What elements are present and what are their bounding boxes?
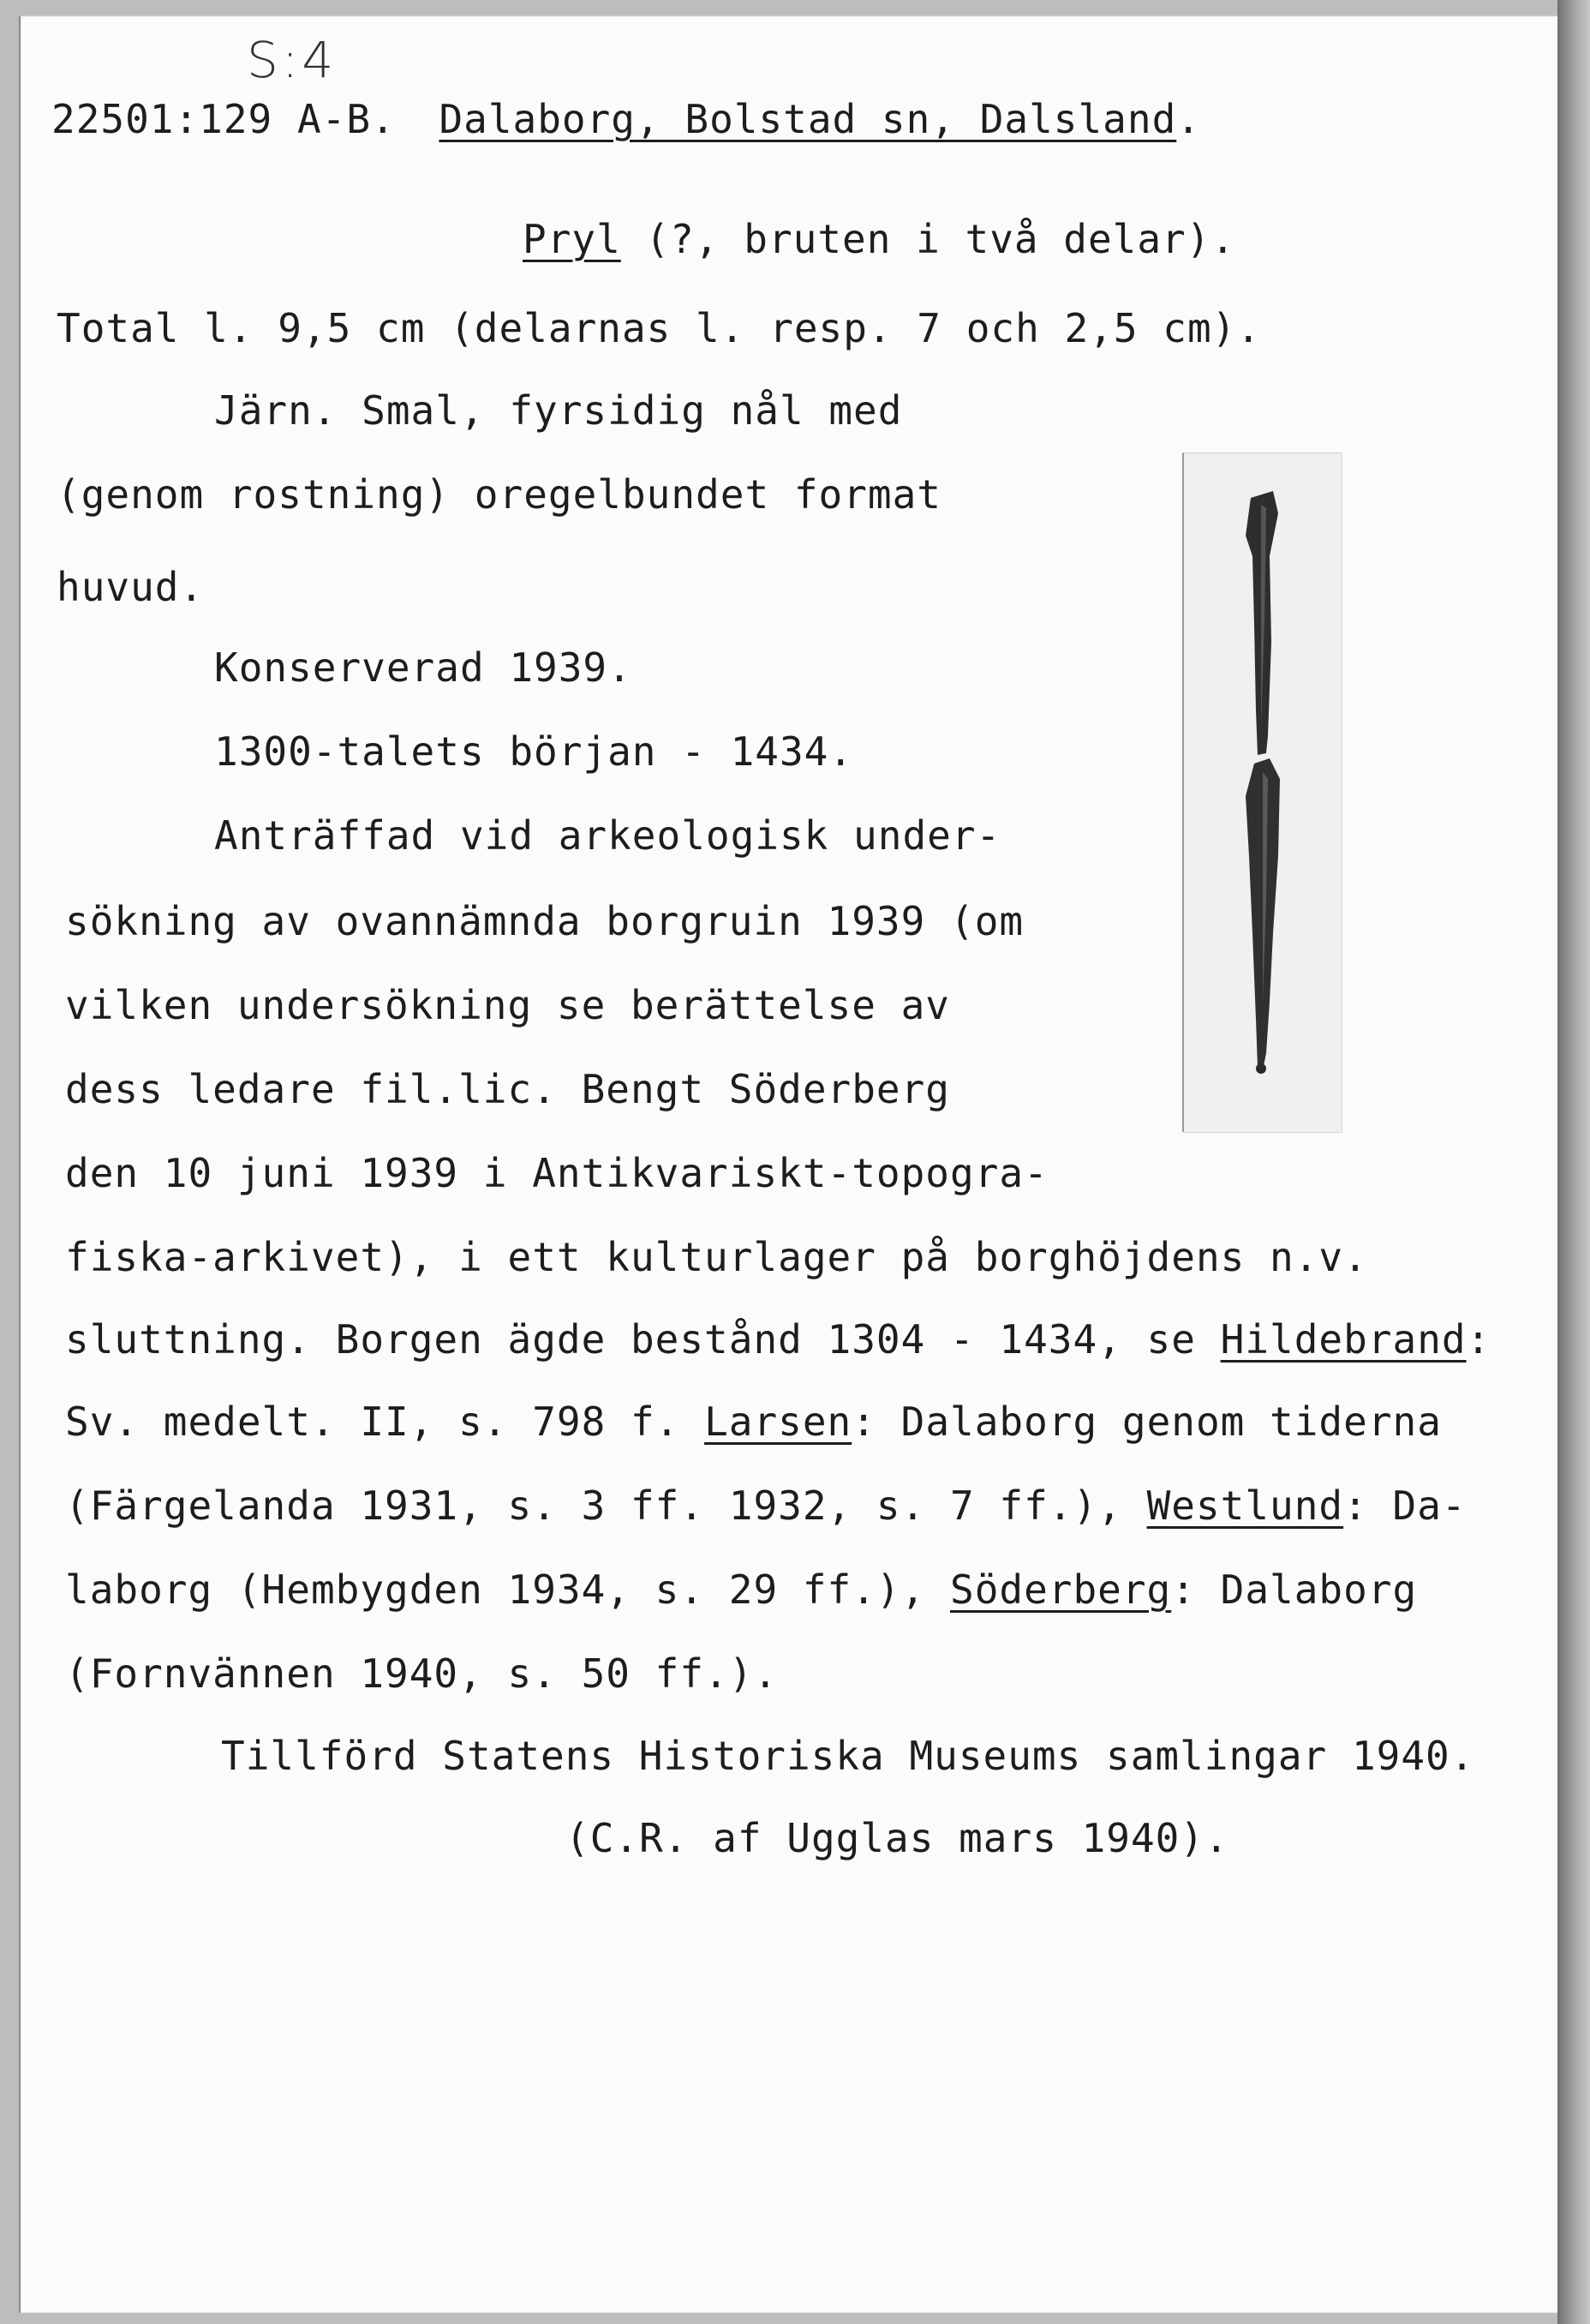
ref-line-2	[65, 1399, 1442, 1445]
text-line-7: Anträffad vid arkeologisk under-	[214, 812, 1001, 859]
object-note: (?, bruten i två delar).	[620, 216, 1236, 262]
text-line-11: den 10 juni 1939 i Antikvariskt-topogra-	[65, 1150, 1049, 1196]
catalog-number: 22501:129 A-B.	[51, 96, 396, 142]
ref-text: :	[1466, 1316, 1491, 1363]
find-site-suffix: .	[1176, 96, 1201, 142]
awl-image	[1184, 453, 1342, 1132]
ref-text: sluttning. Borgen ägde bestånd 1304 - 1434, se	[65, 1316, 1221, 1363]
accession-line: Tillförd Statens Historiska Museums samlingar 1940.	[221, 1733, 1475, 1779]
ref-line-3	[65, 1482, 1467, 1529]
text-line-4: huvud.	[57, 564, 205, 610]
ref-line-1	[65, 1316, 1491, 1363]
ref-author-hildebrand: Hildebrand	[1220, 1316, 1467, 1363]
artifact-photo	[1182, 452, 1342, 1132]
ref-text: laborg (Hembygden 1934, s. 29 ff.),	[65, 1566, 950, 1613]
object-title	[523, 216, 1235, 262]
text-line-10: dess ledare fil.lic. Bengt Söderberg	[65, 1066, 950, 1112]
ref-text: : Dalaborg	[1171, 1566, 1418, 1613]
text-line-9: vilken undersökning se berättelse av	[65, 982, 950, 1028]
text-line-2: Järn. Smal, fyrsidig nål med	[214, 387, 903, 434]
text-line-1: Total l. 9,5 cm (delarnas l. resp. 7 och 2,5 cm).	[57, 305, 1262, 351]
awl-tip	[1256, 1063, 1266, 1074]
ref-author-westlund: Westlund	[1146, 1482, 1344, 1529]
ref-text: : Dalaborg genom tiderna	[852, 1399, 1442, 1445]
text-line-12: fiska-arkivet), i ett kulturlager på borghöjdens n.v.	[65, 1234, 1368, 1280]
ref-author-larsen: Larsen	[704, 1399, 852, 1445]
ref-author-soderberg: Söderberg	[950, 1566, 1172, 1613]
ref-line-5: (Fornvännen 1940, s. 50 ff.).	[65, 1650, 779, 1697]
ref-text: Sv. medelt. II, s. 798 f.	[65, 1399, 705, 1445]
author-line: (C.R. af Ugglas mars 1940).	[565, 1815, 1229, 1861]
ref-text: : Da-	[1343, 1482, 1467, 1529]
find-site: Dalaborg, Bolstad sn, Dalsland	[439, 96, 1177, 142]
card-edge-shadow	[1557, 0, 1590, 2324]
text-line-6: 1300-talets början - 1434.	[214, 728, 854, 775]
handwritten-mark: S:4	[247, 31, 338, 89]
header-line	[51, 96, 1201, 142]
text-line-3: (genom rostning) oregelbundet format	[57, 471, 941, 518]
text-line-8: sökning av ovannämnda borgruin 1939 (om	[65, 898, 1025, 944]
ref-text: (Färgelanda 1931, s. 3 ff. 1932, s. 7 ff.),	[65, 1482, 1147, 1529]
object-name: Pryl	[523, 216, 621, 262]
ref-line-4	[65, 1566, 1417, 1613]
text-line-5: Konserverad 1939.	[214, 644, 632, 691]
